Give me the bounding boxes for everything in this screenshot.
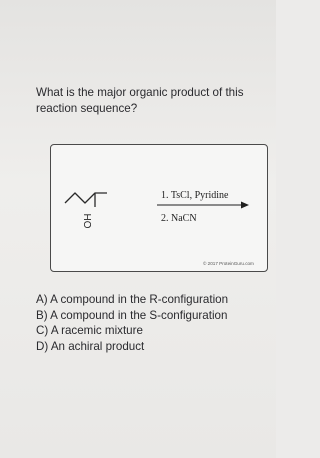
choice-c[interactable]: C) A racemic mixture	[36, 324, 143, 338]
reaction-scheme	[51, 145, 269, 273]
reagent-step-1: 1. TsCl, Pyridine	[161, 190, 229, 201]
carbon-chain	[65, 193, 107, 203]
question-line-1: What is the major organic product of this	[36, 86, 244, 99]
question-line-2: reaction sequence?	[36, 102, 138, 115]
reaction-arrow-head	[241, 202, 249, 209]
reaction-scheme-box	[50, 144, 268, 272]
oh-label: OH	[83, 213, 94, 229]
question-text	[36, 85, 268, 117]
choice-a[interactable]: A) A compound in the R-configuration	[36, 293, 229, 306]
answer-choices	[36, 292, 270, 354]
copyright-notice: © 2017 ProteinGuru.com	[203, 261, 254, 266]
reagent-step-2: 2. NaCN	[161, 213, 197, 224]
choice-b[interactable]: B) A compound in the S-configuration	[36, 308, 228, 322]
choice-d[interactable]: D) An achiral product	[36, 339, 145, 353]
